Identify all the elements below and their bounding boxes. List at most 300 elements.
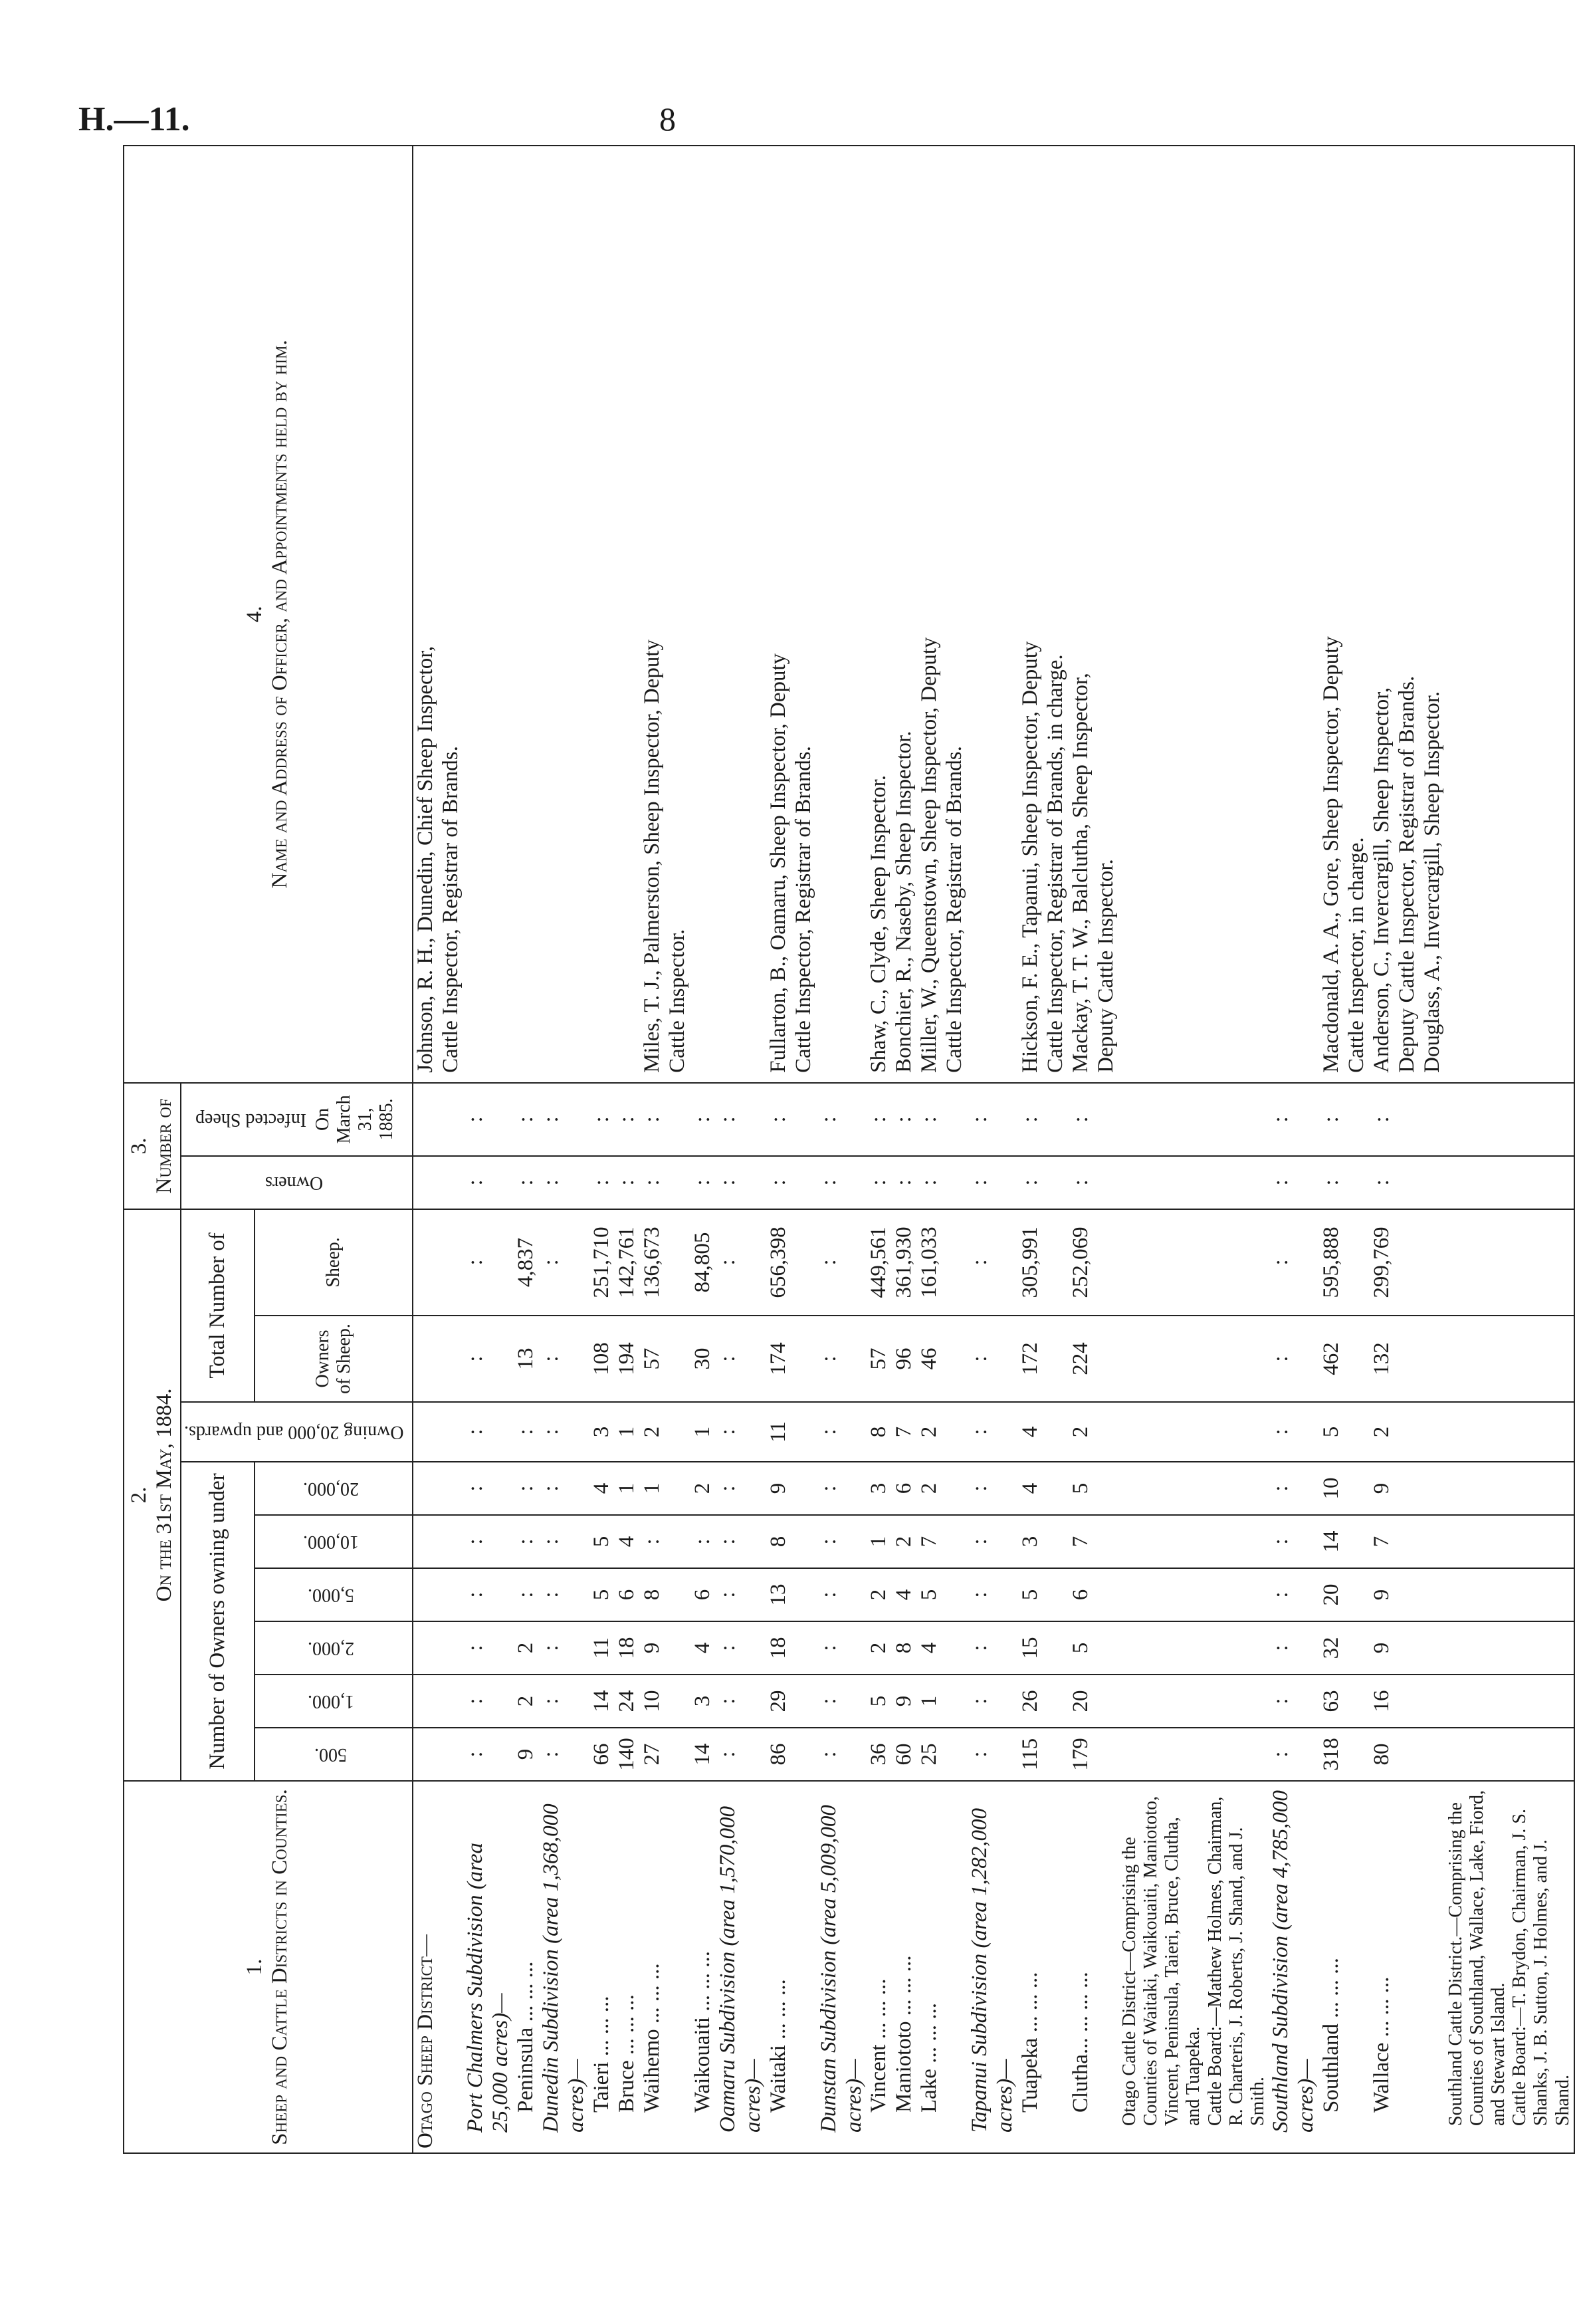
value-cell bbox=[413, 1402, 464, 1462]
district-cell: Cattle Board:—T. Brydon, Chairman, J. S. Shanks, J. B. Sutton, J. Holmes, and J. Shand. bbox=[1509, 1781, 1574, 2153]
value-cell: : bbox=[1319, 1156, 1370, 1209]
value-cell: : bbox=[539, 1515, 589, 1568]
value-cell: 7 bbox=[917, 1515, 968, 1568]
officer-cell bbox=[867, 146, 892, 1083]
value-cell: : bbox=[539, 1402, 589, 1462]
district-cell: Clutha... ... ... ... bbox=[1069, 1781, 1119, 2153]
value-cell: : bbox=[463, 1515, 514, 1568]
owning-col-label: 5,000. bbox=[307, 1585, 354, 1606]
col4-number: 4. bbox=[243, 606, 267, 623]
value-cell: : bbox=[892, 1083, 917, 1156]
value-cell bbox=[1205, 1156, 1269, 1209]
owning-upwards-label: Owning 20,000 and upwards. bbox=[183, 1422, 404, 1443]
table-row bbox=[690, 146, 716, 2153]
value-cell: 11 bbox=[766, 1402, 817, 1462]
value-cell: : bbox=[716, 1209, 766, 1316]
value-cell bbox=[1205, 1209, 1269, 1316]
value-cell: 6 bbox=[1069, 1568, 1119, 1621]
value-cell: 5 bbox=[1319, 1402, 1370, 1462]
owning-col-header bbox=[255, 1515, 412, 1568]
value-cell: 132 bbox=[1370, 1316, 1445, 1402]
district-cell: Taieri ... ... ... bbox=[589, 1781, 615, 2153]
value-cell: : bbox=[867, 1156, 892, 1209]
value-cell bbox=[1119, 1209, 1205, 1316]
value-cell bbox=[1205, 1621, 1269, 1675]
value-cell bbox=[1119, 1728, 1205, 1781]
value-cell: 11 bbox=[589, 1621, 615, 1675]
value-cell bbox=[1119, 1402, 1205, 1462]
value-cell bbox=[1509, 1621, 1574, 1675]
value-cell: : bbox=[817, 1568, 867, 1621]
col3-number: 3. bbox=[127, 1137, 151, 1155]
value-cell: : bbox=[539, 1675, 589, 1728]
value-cell: : bbox=[1269, 1675, 1319, 1728]
value-cell: : bbox=[867, 1083, 892, 1156]
value-cell: : bbox=[716, 1156, 766, 1209]
value-cell: : bbox=[1370, 1083, 1445, 1156]
value-cell bbox=[413, 1083, 464, 1156]
value-cell bbox=[1205, 1515, 1269, 1568]
table-row bbox=[615, 146, 640, 2153]
value-cell: 4 bbox=[615, 1515, 640, 1568]
value-cell: : bbox=[539, 1462, 589, 1515]
value-cell: 8 bbox=[892, 1621, 917, 1675]
value-cell: : bbox=[640, 1515, 690, 1568]
value-cell: 4 bbox=[690, 1621, 716, 1675]
owning-col-header bbox=[255, 1728, 412, 1781]
value-cell: 14 bbox=[690, 1728, 716, 1781]
value-cell: : bbox=[968, 1156, 1018, 1209]
value-cell: : bbox=[817, 1083, 867, 1156]
officer-line: Cattle Inspector, Registrar of Brands. bbox=[438, 746, 463, 1073]
value-cell bbox=[1205, 1675, 1269, 1728]
value-cell: 2 bbox=[514, 1621, 539, 1675]
value-cell: 5 bbox=[867, 1675, 892, 1728]
value-cell: 115 bbox=[1018, 1728, 1069, 1781]
value-cell bbox=[1509, 1083, 1574, 1156]
table-row bbox=[1269, 146, 1319, 2153]
value-cell: : bbox=[817, 1316, 867, 1402]
value-cell: : bbox=[589, 1083, 615, 1156]
value-cell: 66 bbox=[589, 1728, 615, 1781]
value-cell bbox=[1509, 1675, 1574, 1728]
value-cell: 462 bbox=[1319, 1316, 1370, 1402]
owning-col-label: 10,000. bbox=[302, 1532, 359, 1553]
table-row bbox=[1018, 146, 1069, 2153]
value-cell: : bbox=[615, 1083, 640, 1156]
value-cell: : bbox=[463, 1621, 514, 1675]
officer-cell bbox=[892, 146, 917, 1083]
value-cell: : bbox=[817, 1515, 867, 1568]
value-cell: 4 bbox=[1018, 1462, 1069, 1515]
value-cell: : bbox=[968, 1402, 1018, 1462]
value-cell: 7 bbox=[892, 1402, 917, 1462]
value-cell bbox=[1445, 1156, 1510, 1209]
value-cell: : bbox=[817, 1402, 867, 1462]
value-cell: : bbox=[539, 1568, 589, 1621]
value-cell: 9 bbox=[640, 1621, 690, 1675]
value-cell: 252,069 bbox=[1069, 1209, 1119, 1316]
value-cell: : bbox=[716, 1402, 766, 1462]
value-cell: : bbox=[1269, 1515, 1319, 1568]
value-cell: 86 bbox=[766, 1728, 817, 1781]
value-cell: 4,837 bbox=[514, 1209, 539, 1316]
value-cell bbox=[1205, 1728, 1269, 1781]
value-cell bbox=[1205, 1462, 1269, 1515]
sheep-total-header: Sheep. bbox=[255, 1209, 412, 1316]
value-cell: 595,888 bbox=[1319, 1209, 1370, 1316]
value-cell: 29 bbox=[766, 1675, 817, 1728]
value-cell: 5 bbox=[917, 1568, 968, 1621]
value-cell bbox=[1119, 1316, 1205, 1402]
value-cell bbox=[413, 1209, 464, 1316]
table-row bbox=[817, 146, 867, 2153]
value-cell: : bbox=[1319, 1083, 1370, 1156]
value-cell: 2 bbox=[1370, 1402, 1445, 1462]
value-cell: : bbox=[514, 1156, 539, 1209]
district-cell: Southland Subdivision (area 4,785,000 acres)— bbox=[1269, 1781, 1319, 2153]
value-cell: 1 bbox=[867, 1515, 892, 1568]
value-cell: : bbox=[968, 1316, 1018, 1402]
table-row bbox=[539, 146, 589, 2153]
value-cell: 224 bbox=[1069, 1316, 1119, 1402]
value-cell: 2 bbox=[892, 1515, 917, 1568]
value-cell: 18 bbox=[615, 1621, 640, 1675]
owning-col-header bbox=[255, 1675, 412, 1728]
value-cell: : bbox=[539, 1621, 589, 1675]
value-cell: 13 bbox=[766, 1568, 817, 1621]
value-cell: : bbox=[514, 1568, 539, 1621]
officer-cell bbox=[514, 146, 539, 1083]
officer-cell bbox=[589, 146, 615, 1083]
value-cell bbox=[1509, 1156, 1574, 1209]
officer-line: Cattle Inspector, Registrar of Brands. bbox=[942, 746, 967, 1073]
value-cell: : bbox=[716, 1621, 766, 1675]
officer-line: Miles, T. J., Palmerston, Sheep Inspector, Deputy bbox=[640, 639, 665, 1073]
value-cell: : bbox=[463, 1209, 514, 1316]
value-cell: 5 bbox=[1069, 1621, 1119, 1675]
value-cell bbox=[1445, 1621, 1510, 1675]
value-cell: : bbox=[1269, 1568, 1319, 1621]
value-cell: 1 bbox=[615, 1402, 640, 1462]
owning-col-label: 500. bbox=[314, 1744, 348, 1766]
table-row bbox=[589, 146, 615, 2153]
value-cell: : bbox=[917, 1156, 968, 1209]
value-cell: 10 bbox=[640, 1675, 690, 1728]
owning-col-header bbox=[255, 1568, 412, 1621]
value-cell: 2 bbox=[917, 1462, 968, 1515]
value-cell: 2 bbox=[917, 1402, 968, 1462]
value-cell: 9 bbox=[1370, 1462, 1445, 1515]
col3-header bbox=[124, 1083, 181, 1209]
value-cell: 8 bbox=[640, 1568, 690, 1621]
officer-line: Bonchier, R., Naseby, Sheep Inspector. bbox=[892, 731, 916, 1073]
value-cell bbox=[1119, 1083, 1205, 1156]
value-cell bbox=[1445, 1675, 1510, 1728]
value-cell bbox=[413, 1156, 464, 1209]
value-cell bbox=[413, 1675, 464, 1728]
value-cell: 9 bbox=[514, 1728, 539, 1781]
value-cell bbox=[1445, 1462, 1510, 1515]
owning-col-header bbox=[255, 1621, 412, 1675]
sheep-return-table bbox=[123, 145, 1575, 2154]
district-cell: Lake ... ... ... bbox=[917, 1781, 968, 2153]
value-cell: : bbox=[514, 1462, 539, 1515]
district-cell: Maniototo ... ... ... bbox=[892, 1781, 917, 2153]
district-cell: Cattle Board:—Mathew Holmes, Chairman, R. Charteris, J. Roberts, J. Shand, and J. Smith. bbox=[1205, 1781, 1269, 2153]
value-cell: 4 bbox=[917, 1621, 968, 1675]
owners-group-header: Number of Owners owning under bbox=[181, 1462, 255, 1781]
value-cell: 1 bbox=[690, 1402, 716, 1462]
district-cell: Oamaru Subdivision (area 1,570,000 acres)— bbox=[716, 1781, 766, 2153]
officer-cell bbox=[1205, 146, 1269, 1083]
value-cell bbox=[1205, 1568, 1269, 1621]
value-cell bbox=[1509, 1462, 1574, 1515]
col3-infected-label: Infected Sheep bbox=[195, 1109, 307, 1130]
value-cell: 26 bbox=[1018, 1675, 1069, 1728]
value-cell: : bbox=[463, 1728, 514, 1781]
district-cell: Port Chalmers Subdivision (area 25,000 acres)— bbox=[463, 1781, 514, 2153]
value-cell: : bbox=[968, 1675, 1018, 1728]
value-cell: 2 bbox=[690, 1462, 716, 1515]
officer-cell bbox=[413, 146, 464, 1083]
officer-line: Anderson, C., Invercargill, Sheep Inspector, bbox=[1369, 687, 1394, 1073]
value-cell: : bbox=[690, 1156, 716, 1209]
value-cell: 174 bbox=[766, 1316, 817, 1402]
value-cell: : bbox=[640, 1083, 690, 1156]
value-cell bbox=[1205, 1402, 1269, 1462]
value-cell: 5 bbox=[1018, 1568, 1069, 1621]
officer-cell bbox=[968, 146, 1018, 1083]
value-cell: 20 bbox=[1069, 1675, 1119, 1728]
district-cell: Wallace ... ... ... bbox=[1370, 1781, 1445, 2153]
value-cell: 36 bbox=[867, 1728, 892, 1781]
value-cell: : bbox=[463, 1675, 514, 1728]
district-cell: Dunedin Subdivision (area 1,368,000 acres)— bbox=[539, 1781, 589, 2153]
value-cell: : bbox=[1069, 1156, 1119, 1209]
value-cell: 194 bbox=[615, 1316, 640, 1402]
value-cell: : bbox=[817, 1156, 867, 1209]
district-cell: Waihemo ... ... ... bbox=[640, 1781, 690, 2153]
owning-col-label: 2,000. bbox=[307, 1638, 354, 1659]
value-cell: 251,710 bbox=[589, 1209, 615, 1316]
value-cell bbox=[413, 1728, 464, 1781]
value-cell: 57 bbox=[640, 1316, 690, 1402]
value-cell: 15 bbox=[1018, 1621, 1069, 1675]
value-cell bbox=[1119, 1156, 1205, 1209]
value-cell: 179 bbox=[1069, 1728, 1119, 1781]
value-cell: : bbox=[1269, 1402, 1319, 1462]
value-cell: 3 bbox=[867, 1462, 892, 1515]
value-cell: : bbox=[463, 1083, 514, 1156]
owning-col-label: 20,000. bbox=[302, 1478, 359, 1500]
value-cell: 63 bbox=[1319, 1675, 1370, 1728]
value-cell bbox=[1119, 1675, 1205, 1728]
officer-cell bbox=[539, 146, 589, 1083]
value-cell: : bbox=[1269, 1621, 1319, 1675]
value-cell bbox=[1119, 1568, 1205, 1621]
col3-title: Number of bbox=[152, 1098, 176, 1194]
value-cell: 656,398 bbox=[766, 1209, 817, 1316]
value-cell: 18 bbox=[766, 1621, 817, 1675]
value-cell: 5 bbox=[589, 1515, 615, 1568]
value-cell: : bbox=[716, 1462, 766, 1515]
value-cell bbox=[413, 1316, 464, 1402]
value-cell: 1 bbox=[615, 1462, 640, 1515]
value-cell: 6 bbox=[690, 1568, 716, 1621]
value-cell bbox=[1445, 1515, 1510, 1568]
value-cell: 5 bbox=[589, 1568, 615, 1621]
value-cell: 5 bbox=[1069, 1462, 1119, 1515]
value-cell: : bbox=[463, 1402, 514, 1462]
value-cell bbox=[1205, 1316, 1269, 1402]
table-row bbox=[716, 146, 766, 2153]
value-cell: : bbox=[968, 1462, 1018, 1515]
value-cell: : bbox=[817, 1462, 867, 1515]
value-cell: 6 bbox=[892, 1462, 917, 1515]
value-cell bbox=[1445, 1083, 1510, 1156]
value-cell: : bbox=[1269, 1156, 1319, 1209]
value-cell: : bbox=[766, 1083, 817, 1156]
value-cell: 9 bbox=[1370, 1568, 1445, 1621]
officer-line: Cattle Inspector, Registrar of Brands, in charge. bbox=[1043, 654, 1068, 1073]
value-cell: : bbox=[690, 1083, 716, 1156]
district-cell: Tapanui Subdivision (area 1,282,000 acres)— bbox=[968, 1781, 1018, 2153]
value-cell: 172 bbox=[1018, 1316, 1069, 1402]
officer-cell bbox=[1370, 146, 1445, 1083]
value-cell: : bbox=[1269, 1083, 1319, 1156]
value-cell bbox=[1509, 1728, 1574, 1781]
value-cell: : bbox=[968, 1515, 1018, 1568]
value-cell bbox=[413, 1462, 464, 1515]
value-cell bbox=[413, 1621, 464, 1675]
value-cell: : bbox=[539, 1316, 589, 1402]
col4-header bbox=[124, 146, 413, 1083]
value-cell: 8 bbox=[766, 1515, 817, 1568]
district-cell: Dunstan Subdivision (area 5,009,000 acres)— bbox=[817, 1781, 867, 2153]
officer-line: Macdonald, A. A., Gore, Sheep Inspector, Deputy bbox=[1319, 636, 1344, 1073]
value-cell: : bbox=[514, 1515, 539, 1568]
value-cell bbox=[1509, 1316, 1574, 1402]
page-number: 8 bbox=[659, 100, 676, 138]
officer-line: Fullarton, B., Oamaru, Sheep Inspector, Deputy bbox=[766, 653, 790, 1073]
value-cell: : bbox=[1069, 1083, 1119, 1156]
value-cell: 108 bbox=[589, 1316, 615, 1402]
table-row bbox=[766, 146, 817, 2153]
value-cell: 318 bbox=[1319, 1728, 1370, 1781]
table-body bbox=[413, 146, 1574, 2153]
officer-line: Deputy Cattle Inspector. bbox=[1093, 859, 1118, 1073]
district-cell: Otago Sheep District— bbox=[413, 1781, 464, 2153]
col3-owners-label: Owners bbox=[264, 1172, 323, 1193]
value-cell: : bbox=[463, 1462, 514, 1515]
value-cell bbox=[1205, 1083, 1269, 1156]
value-cell: 3 bbox=[589, 1402, 615, 1462]
table-row bbox=[1319, 146, 1370, 2153]
table-row bbox=[1509, 146, 1574, 2153]
value-cell: 16 bbox=[1370, 1675, 1445, 1728]
value-cell: 30 bbox=[690, 1316, 716, 1402]
officer-cell bbox=[917, 146, 968, 1083]
col1-title: Sheep and Cattle Districts in Counties. bbox=[268, 1789, 292, 2145]
value-cell: 9 bbox=[1370, 1621, 1445, 1675]
table-row bbox=[917, 146, 968, 2153]
value-cell: : bbox=[539, 1083, 589, 1156]
value-cell: : bbox=[539, 1156, 589, 1209]
table-row bbox=[640, 146, 690, 2153]
officer-line: Deputy Cattle Inspector, Registrar of Brands. bbox=[1394, 675, 1419, 1073]
value-cell: 32 bbox=[1319, 1621, 1370, 1675]
officer-cell bbox=[1018, 146, 1069, 1083]
officer-cell bbox=[690, 146, 716, 1083]
value-cell: : bbox=[640, 1156, 690, 1209]
officer-cell bbox=[1269, 146, 1319, 1083]
value-cell: 7 bbox=[1370, 1515, 1445, 1568]
table-row bbox=[1119, 146, 1205, 2153]
col2-number: 2. bbox=[127, 1486, 151, 1504]
value-cell bbox=[1509, 1402, 1574, 1462]
district-cell: Southland ... ... ... bbox=[1319, 1781, 1370, 2153]
value-cell: : bbox=[968, 1568, 1018, 1621]
value-cell: 2 bbox=[867, 1621, 892, 1675]
value-cell bbox=[1445, 1316, 1510, 1402]
value-cell bbox=[1509, 1515, 1574, 1568]
value-cell: : bbox=[514, 1402, 539, 1462]
col2-header bbox=[124, 1209, 181, 1781]
table-row bbox=[1069, 146, 1119, 2153]
value-cell: 6 bbox=[615, 1568, 640, 1621]
value-cell: : bbox=[716, 1083, 766, 1156]
officer-line: Douglass, A., Invercargill, Sheep Inspector. bbox=[1419, 691, 1444, 1073]
value-cell: : bbox=[716, 1515, 766, 1568]
officer-cell bbox=[1509, 146, 1574, 1083]
value-cell: 96 bbox=[892, 1316, 917, 1402]
table-row bbox=[1370, 146, 1445, 2153]
table-row bbox=[413, 146, 464, 2153]
value-cell: : bbox=[968, 1209, 1018, 1316]
district-cell: Peninsula ... ... ... bbox=[514, 1781, 539, 2153]
value-cell: 80 bbox=[1370, 1728, 1445, 1781]
page-identifier: H.—11. bbox=[78, 100, 190, 138]
value-cell: : bbox=[817, 1675, 867, 1728]
officer-cell bbox=[615, 146, 640, 1083]
value-cell: 140 bbox=[615, 1728, 640, 1781]
value-cell: : bbox=[817, 1621, 867, 1675]
value-cell: : bbox=[817, 1209, 867, 1316]
officer-cell bbox=[817, 146, 867, 1083]
value-cell: 9 bbox=[766, 1462, 817, 1515]
col2-title: On the 31st May, 1884. bbox=[152, 1388, 176, 1602]
value-cell: : bbox=[1370, 1156, 1445, 1209]
value-cell: 9 bbox=[892, 1675, 917, 1728]
district-cell: Otago Cattle District—Comprising the Counties of Waitaki, Waikouaiti, Maniototo, Vincent, Peninsula, Taieri, Bruce, Clutha, and Tuapeka. bbox=[1119, 1781, 1205, 2153]
value-cell: 2 bbox=[867, 1568, 892, 1621]
total-group-header: Total Number of bbox=[181, 1209, 255, 1402]
value-cell: 299,769 bbox=[1370, 1209, 1445, 1316]
value-cell: 13 bbox=[514, 1316, 539, 1402]
officer-line: Miller, W., Queenstown, Sheep Inspector, Deputy bbox=[917, 637, 942, 1073]
value-cell: : bbox=[539, 1209, 589, 1316]
table-row bbox=[1445, 146, 1510, 2153]
table-row bbox=[867, 146, 892, 2153]
value-cell: : bbox=[1269, 1462, 1319, 1515]
value-cell: : bbox=[968, 1083, 1018, 1156]
value-cell: 3 bbox=[690, 1675, 716, 1728]
value-cell: 24 bbox=[615, 1675, 640, 1728]
value-cell: : bbox=[1269, 1209, 1319, 1316]
rotated-table-stage bbox=[123, 160, 1573, 2154]
value-cell: : bbox=[539, 1728, 589, 1781]
